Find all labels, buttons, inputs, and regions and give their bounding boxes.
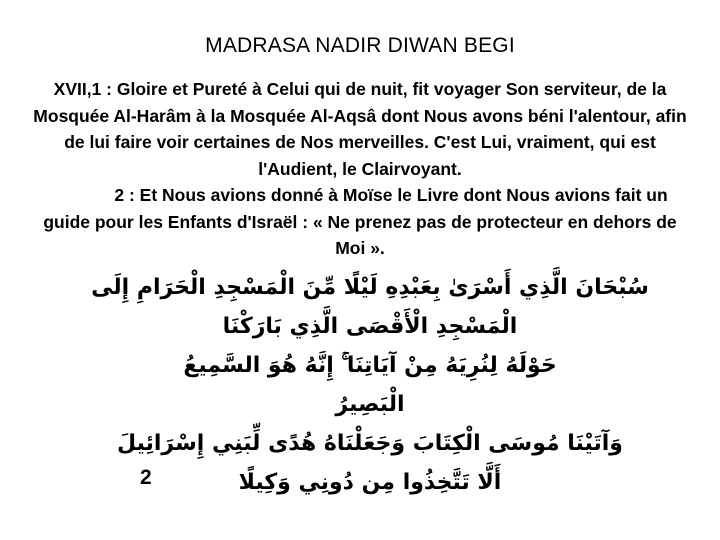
arabic-line-2: الْمَسْجِدِ الْأَقْصَى الَّذِي بَارَكْنَا xyxy=(222,314,518,339)
french-verse-1: XVII,1 : Gloire et Pureté à Celui qui de nuit, fit voyager Son serviteur, de la Mosquée Al-Harâm à la Mosquée Al-Aqsâ dont Nous avons béni l'alentour, afin de lui faire voir certaines de Nos merveilles. C'est Lui, vraiment, qui est l'Audient, le Clairvoyant. xyxy=(33,79,687,179)
arabic-line-3: حَوْلَهُ لِنُرِيَهُ مِنْ آيَاتِنَا ۚ إِنَّهُ هُوَ السَّمِيعُ xyxy=(183,353,557,378)
french-verse-2: 2 : Et Nous avions donné à Moïse le Livre dont Nous avions fait un guide pour les Enfants d'Israël : « Ne prenez pas de protecteur en dehors de Moi ». xyxy=(43,185,677,258)
french-translation xyxy=(28,76,692,262)
verse-number: 2 xyxy=(140,466,152,489)
page-title: MADRASA NADIR DIWAN BEGI xyxy=(205,34,515,57)
arabic-line-6: أَلَّا تَتَّخِذُوا مِن دُونِي وَكِيلًا xyxy=(238,470,502,495)
arabic-text xyxy=(60,268,680,502)
arabic-line-5: وَآتَيْنَا مُوسَى الْكِتَابَ وَجَعَلْنَاهُ هُدًى لِّبَنِي إِسْرَائِيلَ xyxy=(117,431,623,456)
arabic-line-4: الْبَصِيرُ xyxy=(335,392,405,417)
arabic-line-1: سُبْحَانَ الَّذِي أَسْرَىٰ بِعَبْدِهِ لَيْلًا مِّنَ الْمَسْجِدِ الْحَرَامِ إِلَى xyxy=(91,275,649,300)
